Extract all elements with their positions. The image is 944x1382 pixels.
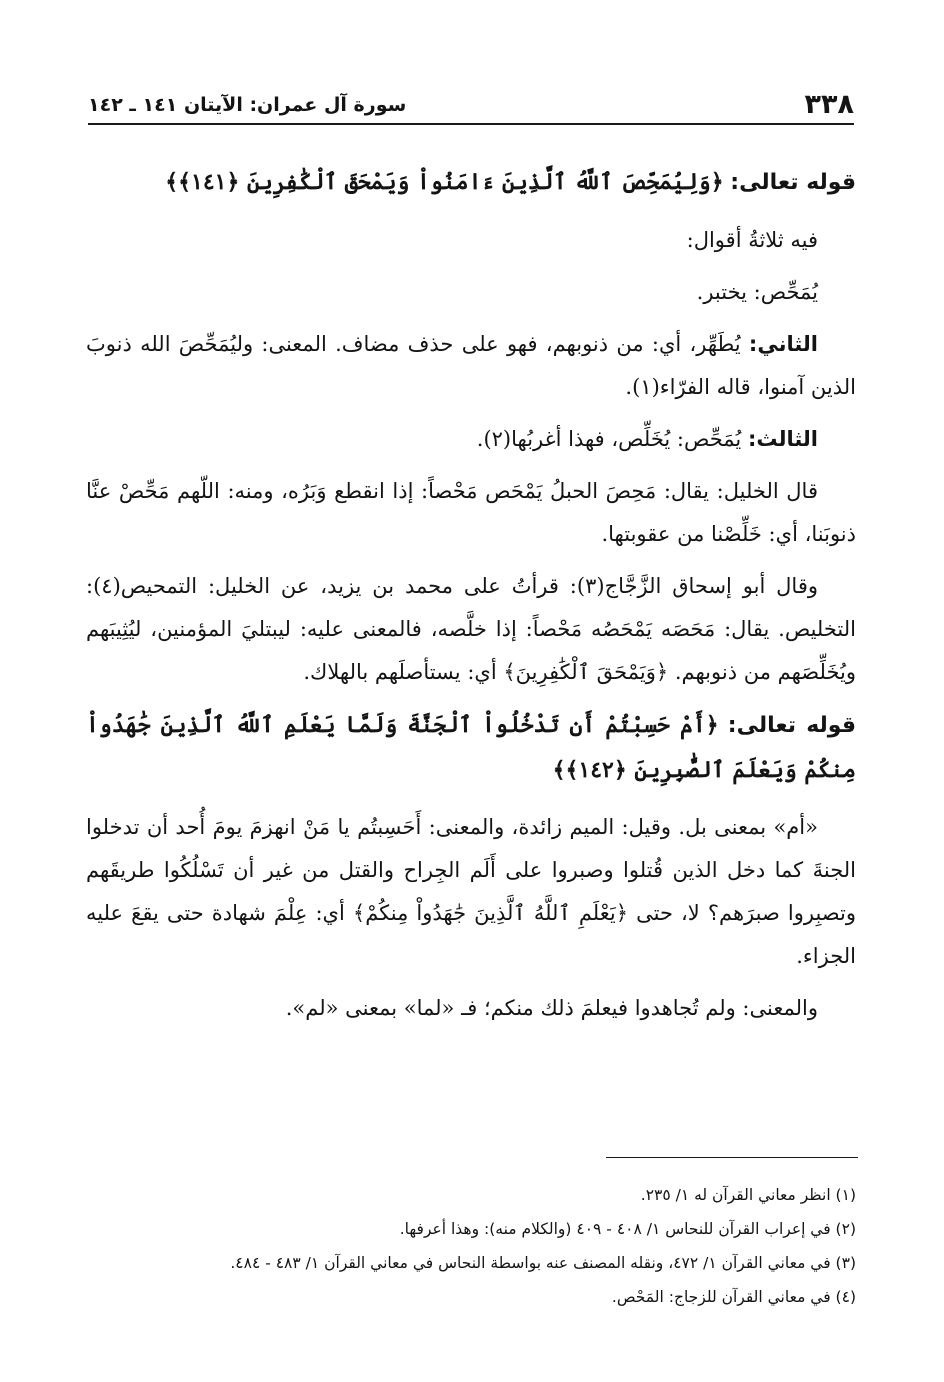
quran-verse: ﴿وَلِيُمَحِّصَ ٱللَّهُ ٱلَّذِينَ ءَامَنُواْ وَيَمْحَقَ ٱلْكَٰفِرِينَ ﴿١٤١﴾﴾ (165, 169, 724, 195)
footnote-3: (٣) في معاني القرآن ١/ ٤٧٢، ونقله المصنف عنه بواسطة النحاس في معاني القرآن ١/ ٤٨٣ - ٤٨٤. (230, 1254, 856, 1272)
paragraph: والمعنى: ولم تُجاهدوا فيعلمَ ذلك منكم؛ فـ «لما» بمعنى «لم». (285, 996, 818, 1020)
paragraph: يُمَحِّص: يختبر. (696, 280, 818, 304)
footnotes (86, 1178, 856, 1314)
paragraph (86, 323, 856, 409)
footnote-separator (606, 1157, 858, 1158)
paragraph: فيه ثلاثةُ أقوال: (686, 228, 818, 252)
opinion-label: الثالث: (747, 427, 818, 451)
paragraph: قال الخليل: يقال: مَحِصَ الحبلُ يَمْحَص مَحْصاً: إذا انقطع وَبَرُه، ومنه: اللّهم مَحِّصْ عنَّا ذنوبَنا، أي: خَلِّصْنا من عقوبتها. (86, 479, 856, 546)
footnote-2: (٢) في إعراب القرآن للنحاس ١/ ٤٠٨ - ٤٠٩ (والكلام منه): وهذا أعرفها. (399, 1220, 856, 1238)
page-number: ٣٣٨ (804, 89, 854, 120)
running-title: سورة آل عمران: الآيتان ١٤١ ـ ١٤٢ (88, 94, 407, 116)
opinion-label: الثاني: (748, 332, 818, 356)
verse-141 (86, 160, 856, 205)
paragraph-text: يُمَحِّص: يُخَلِّص، فهذا أغربُها(٢). (476, 427, 742, 451)
main-text (86, 160, 856, 1039)
verse-142 (86, 703, 856, 792)
paragraph-text: يُطَهِّر، أي: من ذنوبهم، فهو على حذف مضاف. المعنى: وليُمَحِّصَ الله ذنوبَ الذين آمنوا، قاله الفرّاء(١). (86, 332, 856, 399)
quran-verse: ﴿أَمْ حَسِبْتُمْ أَن تَدْخُلُواْ ٱلْجَنَّةَ وَلَمَّا يَعْلَمِ ٱللَّهُ ٱلَّذِينَ جَٰهَدُواْ مِنكُمْ وَيَعْلَمَ ٱلصَّٰبِرِينَ ﴿١٤٢﴾﴾ (86, 712, 856, 783)
header-rule (88, 123, 854, 125)
footnote-1: (١) انظر معاني القرآن له ١/ ٢٣٥. (640, 1186, 856, 1204)
verse-intro: قوله تعالى: (727, 713, 856, 738)
paragraph: وقال أبو إسحاق الزَّجَّاج(٣): قرأتُ على محمد بن يزيد، عن الخليل: التمحيص(٤): التخليص. يقال: مَحَصَه يَمْحَصُه مَحْصاً: إذا خلَّصه، فالمعنى عليه: ليبتليَ المؤمنين، ليُثِيبَهم ويُخَلِّصَهم من ذنوبهم. ﴿وَيَمْحَقَ ٱلْكَٰفِرِينَ﴾ أي: يستأصلَهم بالهلاك. (86, 574, 856, 684)
footnote-4: (٤) في معاني القرآن للزجاج: المَحْص. (611, 1288, 856, 1306)
paragraph (86, 418, 856, 461)
paragraph: «أم» بمعنى بل. وقيل: الميم زائدة، والمعنى: أَحَسِبتُم يا مَنْ انهزمَ يومَ أُحد أن تدخلوا الجنةَ كما دخل الذين قُتلوا وصبروا على أَلَم الجِراح والقتل من غير أن تَسْلُكُوا طريقَهم وتصبِروا صبرَهم؟ لا، حتى ﴿يَعْلَمِ ٱللَّهُ ٱلَّذِينَ جَٰهَدُواْ مِنكُمْ﴾ أي: عِلْمَ شهادة حتى يقعَ عليه الجزاء. (86, 815, 856, 968)
page-header (88, 82, 854, 120)
verse-intro: قوله تعالى: (730, 170, 856, 195)
